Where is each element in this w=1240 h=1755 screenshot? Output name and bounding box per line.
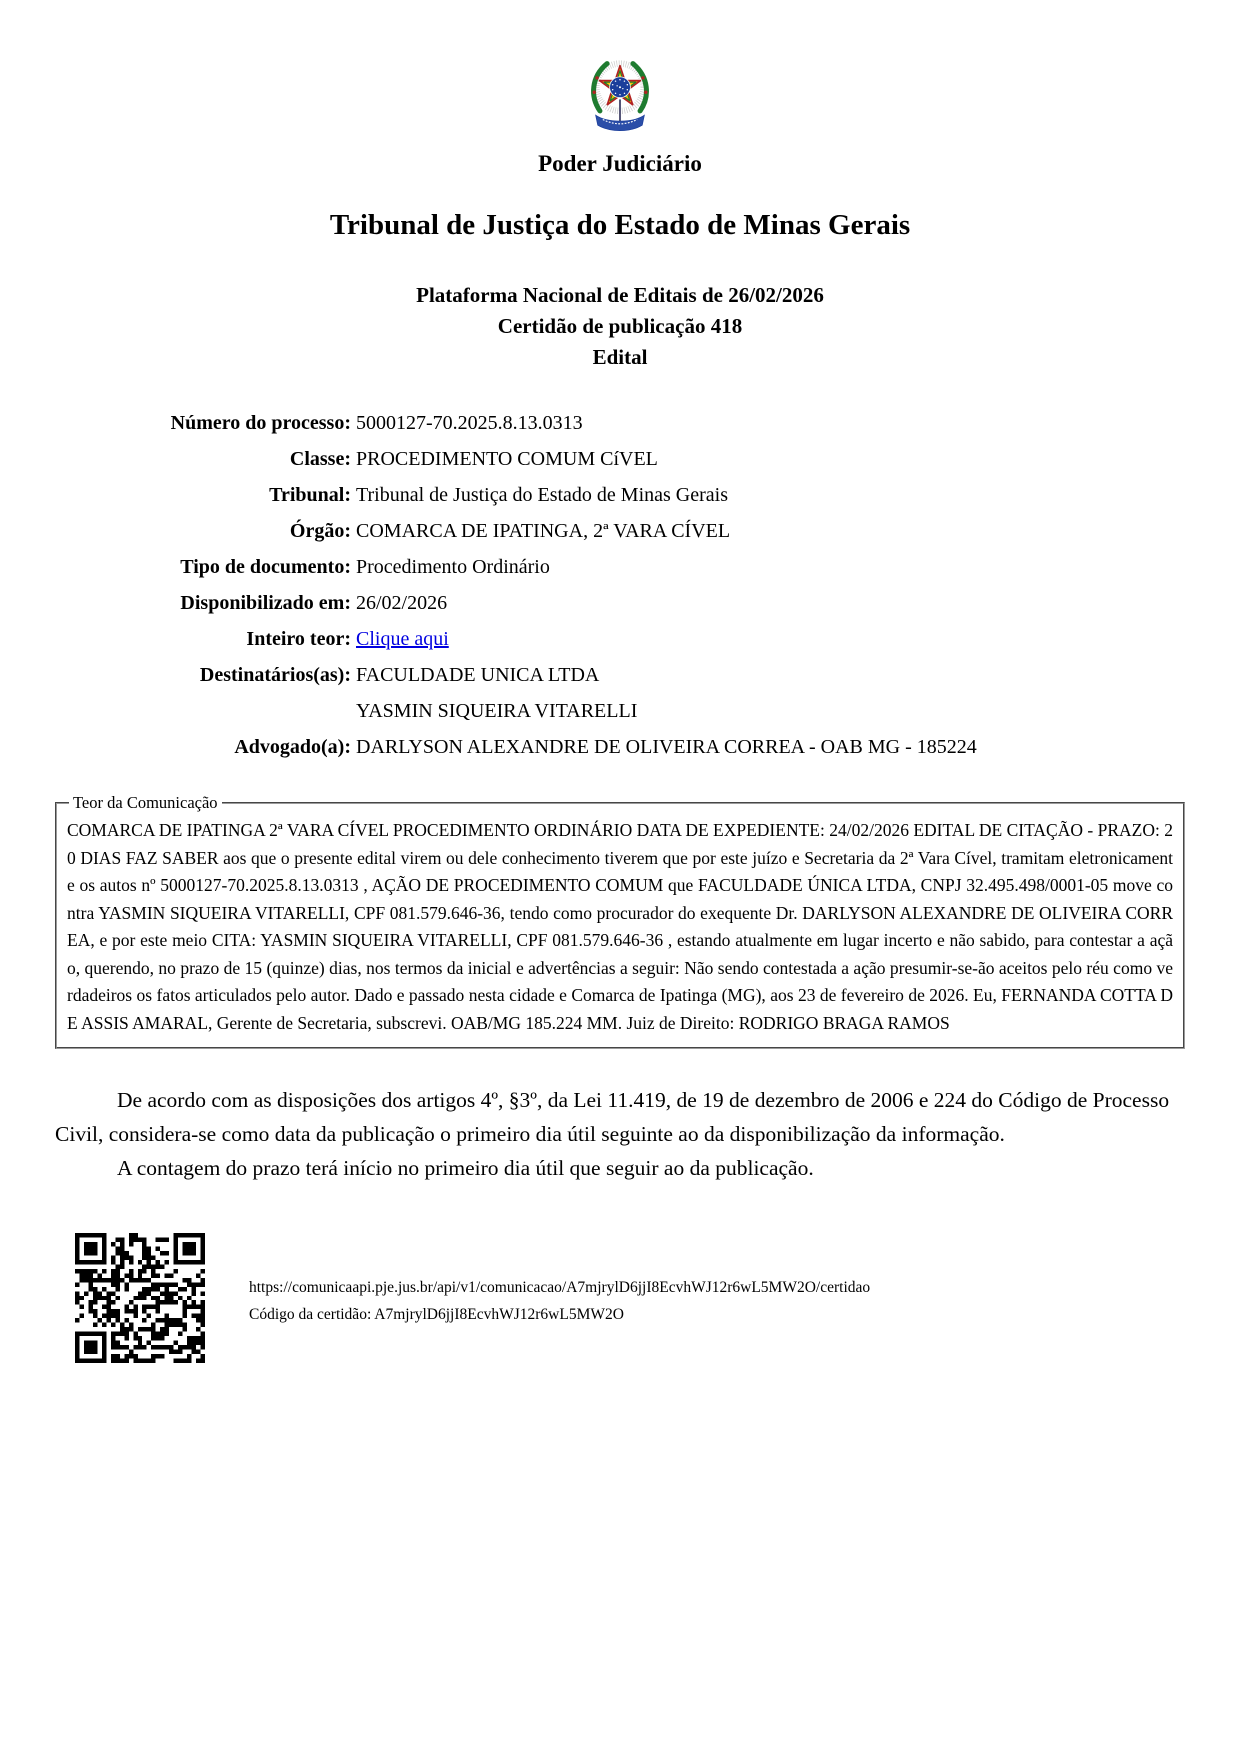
legal-paragraph-2: A contagem do prazo terá início no primeiro dia útil que seguir ao da publicação. <box>117 1156 814 1180</box>
field-label: Disponibilizado em: <box>180 592 351 614</box>
field-inteiro-teor <box>55 621 1185 657</box>
subtitle-certificate: Certidão de publicação 418 <box>497 314 743 338</box>
field-value: 26/02/2026 <box>356 592 448 614</box>
field-label: Destinatários(as): <box>199 664 351 686</box>
subtitle-platform: Plataforma Nacional de Editais de 26/02/2026 <box>416 283 824 307</box>
field-advogado <box>55 729 1185 765</box>
field-value: Procedimento Ordinário <box>356 556 550 578</box>
field-label: Tipo de documento: <box>180 556 351 578</box>
field-label: Classe: <box>289 448 351 470</box>
field-value <box>351 621 449 657</box>
field-classe <box>55 441 1185 477</box>
certificate-url: https://comunicaapi.pje.jus.br/api/v1/comunicacao/A7mjrylD6jjI8EcvhWJ12r6wL5MW2O/certidao <box>249 1278 871 1296</box>
field-destinatarios <box>55 657 1185 729</box>
qr-code <box>75 1233 205 1368</box>
destinatario-1: FACULDADE UNICA LTDA <box>356 664 600 686</box>
page-title: Tribunal de Justiça do Estado de Minas Gerais <box>329 209 911 241</box>
legal-notes <box>55 1083 1185 1185</box>
legal-paragraph-1: De acordo com as disposições dos artigos 4º, §3º, da Lei 11.419, de 19 de dezembro de 2006 e 224 do Código de Processo Civil, considera-se como data da publicação o primeiro dia útil seguinte ao da disponibilização da informação. <box>55 1088 1170 1146</box>
field-value: COMARCA DE IPATINGA, 2ª VARA CÍVEL <box>356 520 731 542</box>
field-disponibilizado-em <box>55 585 1185 621</box>
process-fields <box>55 405 1185 765</box>
subtitle-block <box>55 280 1185 373</box>
field-label: Inteiro teor: <box>246 628 351 650</box>
field-numero-processo <box>55 405 1185 441</box>
certificate-code: Código da certidão: A7mjrylD6jjI8EcvhWJ12r6wL5MW2O <box>249 1305 624 1323</box>
field-tipo-documento <box>55 549 1185 585</box>
field-label: Advogado(a): <box>234 736 351 758</box>
field-orgao <box>55 513 1185 549</box>
field-label: Órgão: <box>289 520 351 542</box>
communication-fieldset <box>55 793 1185 1049</box>
field-value: 5000127-70.2025.8.13.0313 <box>356 412 583 434</box>
field-tribunal <box>55 477 1185 513</box>
field-value: DARLYSON ALEXANDRE DE OLIVEIRA CORREA - OAB MG - 185224 <box>356 736 977 758</box>
destinatario-2: YASMIN SIQUEIRA VITARELLI <box>356 700 638 722</box>
field-value: PROCEDIMENTO COMUM CíVEL <box>356 448 658 470</box>
document-header <box>55 55 1185 373</box>
field-label: Número do processo: <box>170 412 351 434</box>
field-label: Tribunal: <box>269 484 351 506</box>
inteiro-teor-link[interactable]: Clique aqui <box>356 628 449 650</box>
communication-body: COMARCA DE IPATINGA 2ª VARA CÍVEL PROCEDIMENTO ORDINÁRIO DATA DE EXPEDIENTE: 24/02/2026 EDITAL DE CITAÇÃO - PRAZO: 20 DIAS FAZ SABER aos que o presente edital virem ou dele conhecimento tiverem que por este juízo e Secretaria da 2ª Vara Cível, tramitam eletronicamente os autos nº 5000127-70.2025.8.13.0313 , AÇÃO DE PROCEDIMENTO COMUM que FACULDADE ÚNICA LTDA, CNPJ 32.495.498/0001-05 move contra YASMIN SIQUEIRA VITARELLI, CPF 081.579.646-36, tendo como procurador do exequente Dr. DARLYSON ALEXANDRE DE OLIVEIRA CORREA, e por este meio CITA: YASMIN SIQUEIRA VITARELLI, CPF 081.579.646-36 , estando atualmente em lugar incerto e não sabido, para contestar a ação, querendo, no prazo de 15 (quinze) dias, nos termos da inicial e advertências a seguir: Não sendo contestada a ação presumir-se-ão aceitos pelo réu como verdadeiros os fatos articulados pelo autor. Dado e passado nesta cidade e Comarca de Ipatinga (MG), aos 23 de fevereiro de 2026. Eu, FERNANDA COTTA DE ASSIS AMARAL, Gerente de Secretaria, subscrevi. OAB/MG 185.224 MM. Juiz de Direito: RODRIGO BRAGA RAMOS <box>67 820 1173 1033</box>
communication-legend: Teor da Comunicação <box>73 793 218 812</box>
org-name: Poder Judiciário <box>538 151 702 176</box>
certificate-footer <box>55 1233 1185 1368</box>
field-value: Tribunal de Justiça do Estado de Minas Gerais <box>356 484 728 506</box>
subtitle-kind: Edital <box>592 345 648 369</box>
certificate-text <box>249 1274 870 1328</box>
field-value <box>351 657 637 729</box>
brazil-coat-of-arms-icon <box>584 55 656 141</box>
